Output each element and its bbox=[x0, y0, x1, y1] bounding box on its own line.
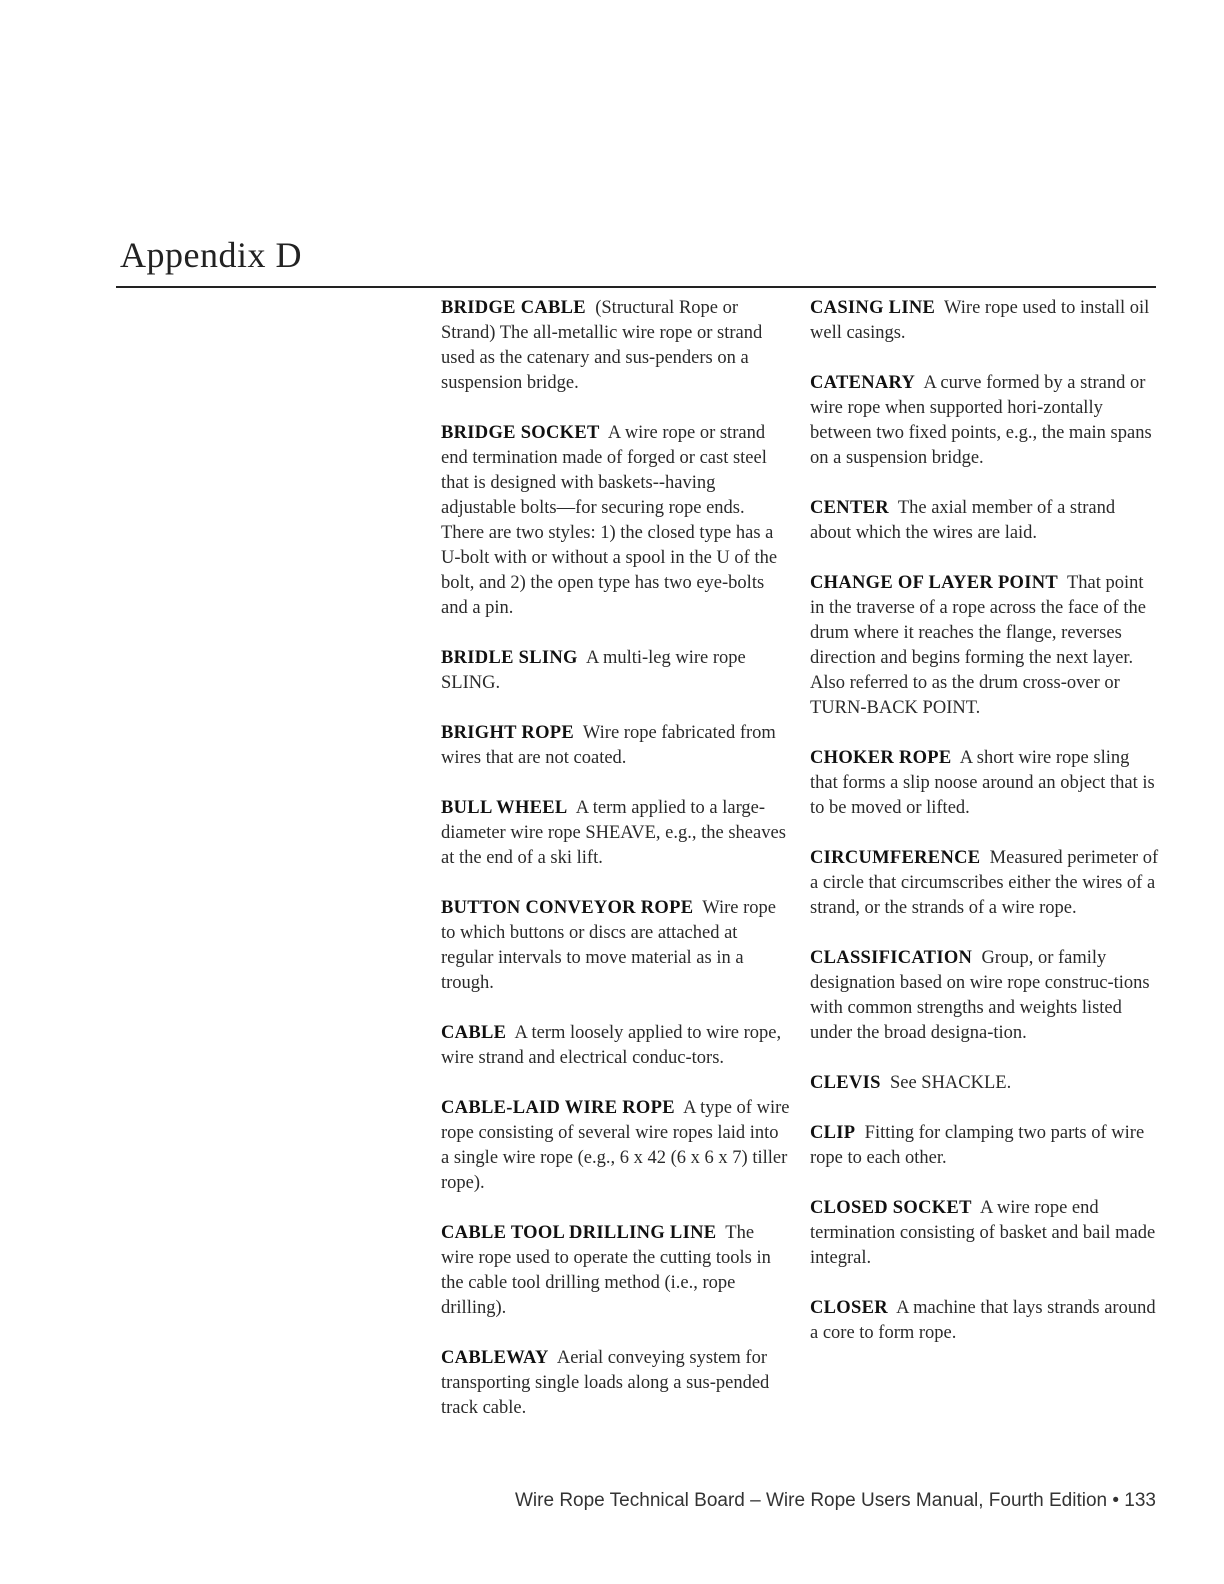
entry-definition: Measured perimeter of a circle that circumscribes either the wires of a strand, or the strands of a wire rope. bbox=[810, 848, 1159, 918]
entry-definition: Group, or family designation based on wire rope construc-tions with common strengths and weights listed under the broad designa-tion. bbox=[810, 948, 1150, 1043]
entry-term: CLIP bbox=[810, 1123, 856, 1143]
glossary-entry bbox=[810, 571, 1160, 721]
entry-definition: Wire rope to which buttons or discs are attached at regular intervals to move material as in a trough. bbox=[441, 898, 777, 993]
glossary-entry bbox=[810, 746, 1160, 821]
entry-term: CLASSIFICATION bbox=[810, 948, 973, 968]
entry-definition: A wire rope end termination consisting of basket and bail made integral. bbox=[810, 1198, 1156, 1268]
entry-definition: See SHACKLE. bbox=[889, 1073, 1012, 1093]
glossary-entry bbox=[441, 421, 791, 621]
entry-term: CLEVIS bbox=[810, 1073, 881, 1093]
entry-term: BRIDGE CABLE bbox=[441, 298, 586, 318]
entry-term: CLOSED SOCKET bbox=[810, 1198, 972, 1218]
entry-definition: A multi-leg wire rope SLING. bbox=[441, 648, 746, 693]
glossary-entry bbox=[441, 1021, 791, 1071]
entry-definition: A term applied to a large-diameter wire rope SHEAVE, e.g., the sheaves at the end of a ski lift. bbox=[441, 798, 786, 868]
entry-definition: (Structural Rope or Strand) The all-metallic wire rope or strand used as the catenary and sus-penders on a suspension bridge. bbox=[441, 298, 763, 393]
entry-definition: Fitting for clamping two parts of wire rope to each other. bbox=[810, 1123, 1145, 1168]
entry-term: CABLE TOOL DRILLING LINE bbox=[441, 1223, 717, 1243]
glossary-entry bbox=[810, 1071, 1160, 1096]
entry-term: BRIGHT ROPE bbox=[441, 723, 574, 743]
glossary-entry bbox=[810, 1296, 1160, 1346]
entry-term: CABLEWAY bbox=[441, 1348, 549, 1368]
entry-term: CASING LINE bbox=[810, 298, 936, 318]
right-column bbox=[810, 296, 1160, 1371]
glossary-entry bbox=[810, 496, 1160, 546]
entry-definition: A short wire rope sling that forms a slip noose around an object that is to be moved or lifted. bbox=[810, 748, 1155, 818]
heading-rule bbox=[116, 286, 1156, 288]
page-footer: Wire Rope Technical Board – Wire Rope Users Manual, Fourth Edition • 133 bbox=[515, 1490, 1156, 1511]
entry-definition: The axial member of a strand about which the wires are laid. bbox=[810, 498, 1116, 543]
glossary-entry bbox=[810, 846, 1160, 921]
glossary-entry bbox=[441, 646, 791, 696]
entry-definition: Wire rope used to install oil well casings. bbox=[810, 298, 1150, 343]
entry-definition: The wire rope used to operate the cutting tools in the cable tool drilling method (i.e., rope drilling). bbox=[441, 1223, 771, 1318]
entry-term: CABLE-LAID WIRE ROPE bbox=[441, 1098, 675, 1118]
entry-definition: That point in the traverse of a rope across the face of the drum where it reaches the flange, reverses direction and begins forming the next layer. Also referred to as the drum cross-over or TURN-BACK POINT. bbox=[810, 573, 1146, 718]
entry-definition: A term loosely applied to wire rope, wire strand and electrical conduc-tors. bbox=[441, 1023, 782, 1068]
glossary-entry bbox=[810, 1196, 1160, 1271]
glossary-entry bbox=[441, 896, 791, 996]
entry-term: CIRCUMFERENCE bbox=[810, 848, 981, 868]
entry-definition: A wire rope or strand end termination made of forged or cast steel that is designed with baskets--having adjustable bolts—for securing rope ends. There are two styles: 1) the closed type has a U-bolt with or without a spool in the U of the bolt, and 2) the open type has two eye-bolts and a pin. bbox=[441, 423, 778, 618]
entry-term: CLOSER bbox=[810, 1298, 888, 1318]
entry-term: BRIDGE SOCKET bbox=[441, 423, 600, 443]
entry-definition: A machine that lays strands around a core to form rope. bbox=[810, 1298, 1156, 1343]
entry-term: CABLE bbox=[441, 1023, 507, 1043]
entry-term: BUTTON CONVEYOR ROPE bbox=[441, 898, 694, 918]
entry-term: BRIDLE SLING bbox=[441, 648, 578, 668]
entry-definition: A curve formed by a strand or wire rope when supported hori-zontally between two fixed points, e.g., the main spans on a suspension bridge. bbox=[810, 373, 1152, 468]
glossary-entry bbox=[810, 371, 1160, 471]
glossary-entry bbox=[810, 946, 1160, 1046]
entry-definition: A type of wire rope consisting of several wire ropes laid into a single wire rope (e.g., 6 x 42 (6 x 6 x 7) tiller rope). bbox=[441, 1098, 790, 1193]
entry-term: CATENARY bbox=[810, 373, 916, 393]
glossary-entry bbox=[441, 721, 791, 771]
entry-definition: Wire rope fabricated from wires that are not coated. bbox=[441, 723, 776, 768]
glossary-entry bbox=[810, 296, 1160, 346]
glossary-entry bbox=[441, 796, 791, 871]
left-column bbox=[441, 296, 791, 1446]
entry-term: BULL WHEEL bbox=[441, 798, 568, 818]
entry-term: CHANGE OF LAYER POINT bbox=[810, 573, 1059, 593]
glossary-entry bbox=[810, 1121, 1160, 1171]
glossary-entry bbox=[441, 1096, 791, 1196]
entry-term: CENTER bbox=[810, 498, 889, 518]
glossary-entry bbox=[441, 1346, 791, 1421]
glossary-entry bbox=[441, 296, 791, 396]
glossary-entry bbox=[441, 1221, 791, 1321]
page-heading: Appendix D bbox=[120, 235, 302, 275]
entry-term: CHOKER ROPE bbox=[810, 748, 952, 768]
entry-definition: Aerial conveying system for transporting single loads along a sus-pended track cable. bbox=[441, 1348, 770, 1418]
